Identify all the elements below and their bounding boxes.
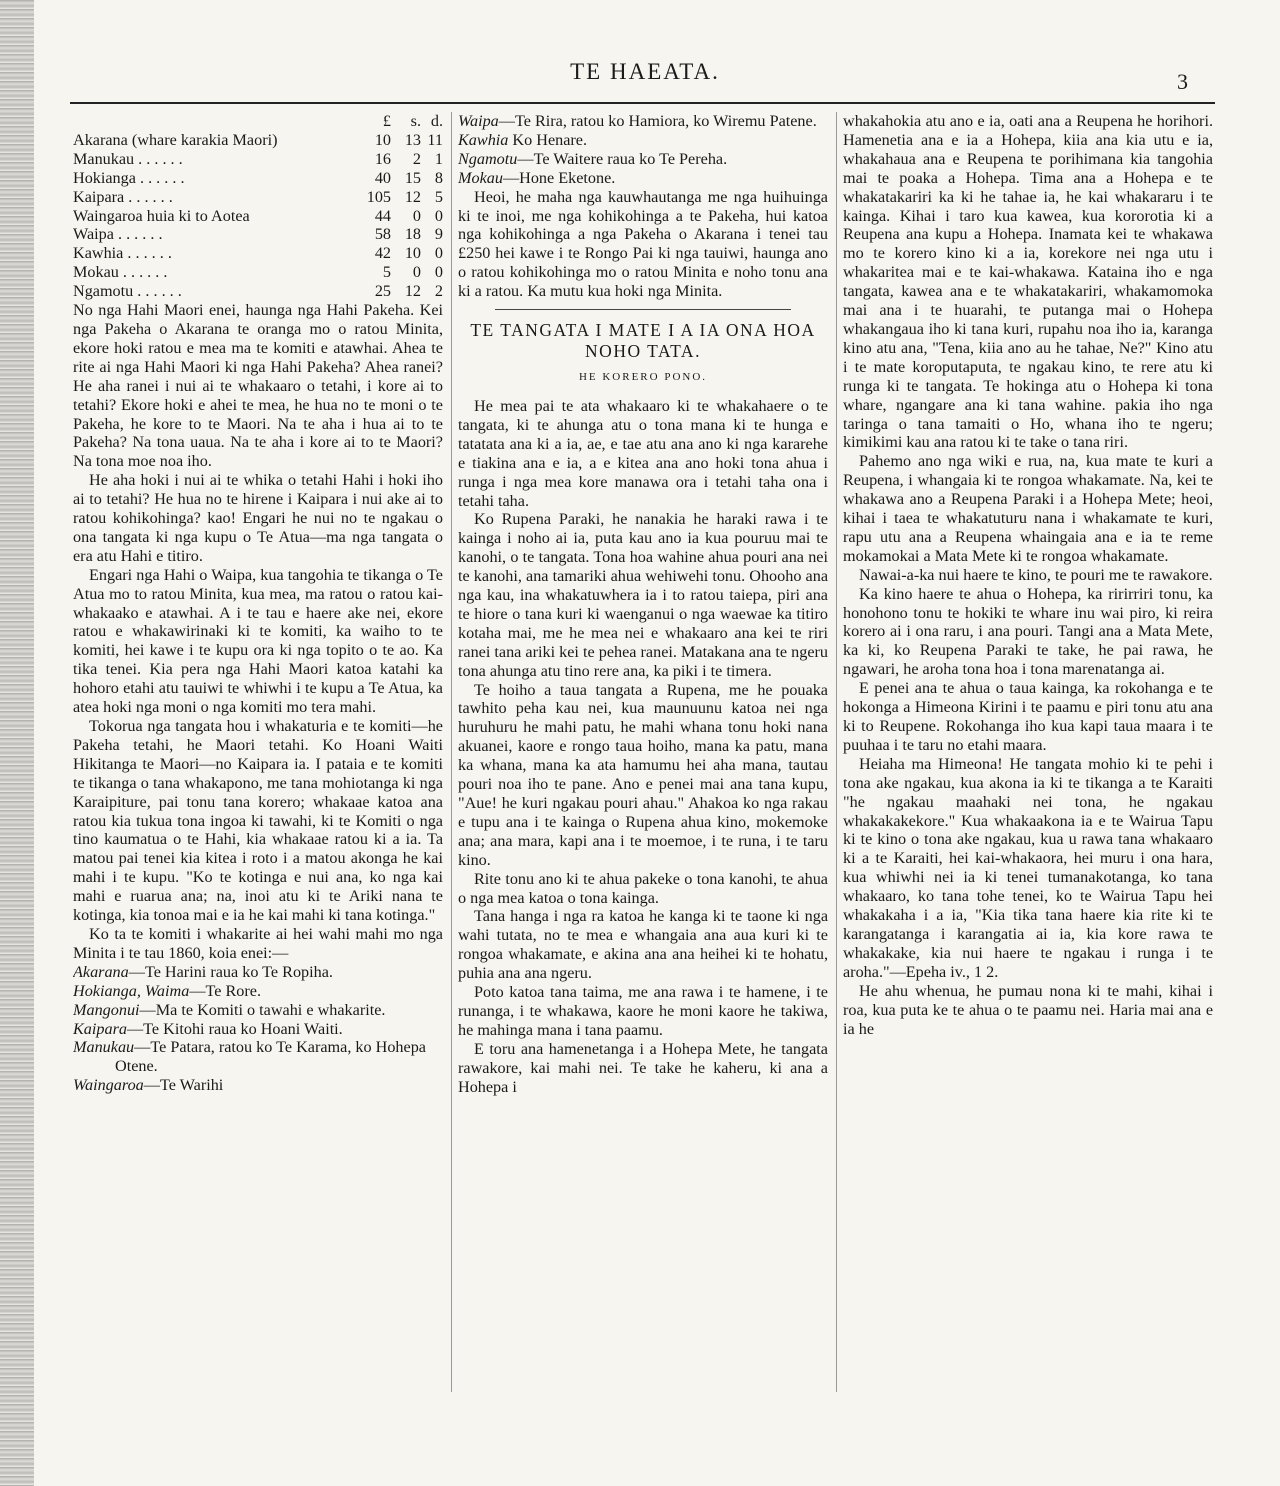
column-2 (458, 112, 828, 1432)
station-place: Mangonui (73, 1000, 140, 1019)
row-pounds: 5 (382, 263, 391, 282)
page-header (70, 55, 1220, 95)
row-pence: 8 (434, 168, 443, 187)
table-header (73, 112, 443, 131)
row-pence: 1 (434, 149, 443, 168)
row-shillings: 2 (412, 149, 421, 168)
paragraph: Heoi, he maha nga kauwhautanga me nga huihuinga ki te inoi, me nga kohikohinga a te Pakeha, hui katoa nga kohikohinga a nga Pakeha o Akarana i tenei tau £250 hei kawe i te Rongo Pai ki nga tauiwi, haunga ano o ratou kohikohinga mo o ratou Minita e noho tonu ana ki a ratou. Ka mutu kua hoki nga Minita. (458, 187, 828, 301)
station-ministers: —Te Kitohi raua ko Hoani Waiti. (126, 1019, 343, 1038)
station-entry (73, 1076, 443, 1095)
row-shillings: 18 (404, 225, 421, 244)
station-entry (73, 963, 443, 982)
station-entry (458, 131, 828, 150)
paragraph: Rite tonu ano ki te ahua pakeke o tona kanohi, te ahua o nga mea katoa o tona kainga. (458, 869, 828, 907)
row-place: Kaipara . . . . . . (73, 187, 173, 206)
station-entry (73, 982, 443, 1001)
row-place: Ngamotu . . . . . . (73, 282, 182, 301)
header-pounds: £ (382, 112, 391, 130)
column-divider (451, 112, 452, 1392)
station-entry (458, 112, 828, 131)
table-row (73, 169, 443, 188)
station-place: Kawhia (458, 130, 509, 149)
paragraph: Ko Rupena Paraki, he nanakia he haraki rawa i te kainga i noho ai ia, puta kau ano ia kua pouruu mai te kanohi, o te tangata. Tona hoa wahine ahua pouri ana nei te kanohi, ana tamariki ahua wehiwehi tonu. Ohooho ana nga kau, ina whakatuwhera ia i to ratou taiepa, piri ana te hiore o tana kuri ki waenganui o nga waewae ka titiro kotaha mai, me he mea nei e whakaaro ana kei te riri ranei tana ariki kei te pehea ranei. Matakana ana te ngeru tona ahunga atu tino rere ana, ka piki i te timera. (458, 510, 828, 680)
paragraph: Nawai-a-ka nui haere te kino, te pouri me te rawakore. (859, 565, 1213, 584)
row-pence: 0 (434, 244, 443, 263)
row-shillings: 12 (404, 282, 421, 301)
paragraph: Heiaha ma Himeona! He tangata mohio ki te pehi i tona ake ngakau, kua akona ia ki te tikanga a te Karaiti "he ngakau maahaki nei tona, he ngakau whakakakekore." Kua whakaakona ia e te Wairua Tapu ki te kino o tona ake ngakau, kua u rawa tana whakaaro ki a te Karaiti, hei kai-whakaora, hei muru i ona hara, kua whiwhi nei ia ki tenei tumanakotanga, ko tana whakaaro, ko tana tohe tenei, ko te Wairua Tapu hei whakakaha i a ia, "Kia tika tana haere kia rite ki te karangatanga i karangatia ai ia, kia kore rawa te whakakake, kia nui haere te ngakau i runga i te aroha."—Epeha iv., 1 2. (843, 754, 1213, 981)
row-pounds: 10 (374, 130, 391, 149)
paragraph: He mea pai te ata whakaaro ki te whakahaere o te tangata, ki te ahunga atu o tona mana ki te hunga e tatatata ana ki a ia, ae, e tae atu ana ano ki nga kararehe e tiakina ana e ia, a e kitea ana ano hoki tona ahua i runga i nga mea kore manawa ora i tetahi taha ona i tetahi taha. (458, 396, 828, 510)
paragraph: Engari nga Hahi o Waipa, kua tangohia te tikanga o Te Atua mo to ratou Minita, kua mea, ma ratou o ratou kai-whakaako e atawhai. A i te tau e haere ake nei, ekore ratou e whakawirinaki ki te komiti, ka waiho to te komiti, hei kawe i te kupu ora ki nga topito o te ao. Ka tika tenei. Kia pera nga Hahi Maori katoa katahi ka hohoro etahi atu tauiwi te whiwhi i te kupu a Te Atua, ka atea hoki nga moni o nga komiti mo tera mahi. (73, 565, 443, 717)
paragraph: Te hoiho a taua tangata a Rupena, me he pouaka tawhito peha kau nei, kua maunuunu katoa nei nga huruhuru he mahi patu, he mahi whana tonu hoki nana akuanei, kaore e rongo taua hoiho, mana ka patu, mana ka whana, mana ka ata hamumu hei aha mana, tautau pouri noa iho te pane. Ano e penei mai ana tana kupu, "Aue! he kuri ngakau pouri ahau." Ahakoa ko nga rakau e tupu ana i te kainga o Rupena ahua kino, mokemoke ana; ana mara, kapi ana i te moemoe, i te runa, i te taru kino. (458, 680, 828, 869)
paragraph: Poto katoa tana taima, me ana rawa i te hamene, i te runanga, i te whakawa, kaore he moni kaore he takiwa, he mahinga mana i tana paamu. (458, 983, 828, 1039)
paragraph: No nga Hahi Maori enei, haunga nga Hahi Pakeha. Kei nga Pakeha o Akarana te oranga mo o ratou Minita, ekore hoki ratou e mea ma te komiti e atawhai. Ahea te rite ai nga Hahi Maori ki nga Hahi Pakeha? Ahea ranei? He aha ranei i nui ai te whakaaro o tetahi, i kore ai to tetahi? Ekore hoki e ahei te mea, he hua no te moni o te Pakeha, he kore to te Maori. Na te aha i hua ai to te Pakeha? Na tona uaua. Na te aha i kore ai to te Maori? Na tona moe noa iho. (73, 301, 443, 471)
paragraph: Tokorua nga tangata hou i whakaturia e te komiti—he Pakeha tetahi, he Maori tetahi. Ko Hoani Waiti Hikitanga te Maori—no Kaipara ia. I pataia e te komiti te tikanga o tana whakapono, me tana mohiotanga ki nga Karaipiture, pai tonu tana korero; whakaae katoa ana ratou kia tukua tona ingoa ki tawahi, ki te Komiti o nga tino kaumatua o te Hahi, kia whakaae ratou ki a ia. Ta matou pai tenei kia kitea i roto i a matou akonga he kai mahi i te kupu. "Ko te kotinga e nui ana, ko nga kai mahi e ruarua ana; na, inoi atu ki te Ariki nana te kotinga, kia tonoa mai e ia he kai mahi ki tana kotinga." (73, 717, 443, 925)
article-subheading: HE KORERO PONO. (578, 371, 708, 384)
row-shillings: 10 (404, 244, 421, 263)
row-pounds: 105 (366, 187, 391, 206)
row-pence: 2 (434, 282, 443, 301)
scan-edge (0, 0, 34, 1486)
station-place: Kaipara (73, 1019, 127, 1038)
header-shillings: s. (410, 112, 421, 130)
station-ministers: —Te Rore. (189, 981, 262, 1000)
station-ministers: —Ma te Komiti o tawahi e whakarite. (139, 1000, 386, 1019)
paragraph: Tana hanga i nga ra katoa he kanga ki te taone ki nga wahi tutata, no te mea e whangaia ana aua kuri ki te rongoa whakamate, e akina ana ana heihei ki te hohatu, puhia ana ana ngeru. (458, 907, 828, 983)
paragraph: E toru ana hamenetanga i a Hohepa Mete, he tangata rawakore, kai mahi nei. Te take he kaheru, ki ana a Hohepa i (458, 1039, 828, 1096)
table-row (73, 150, 443, 169)
station-ministers: —Te Patara, ratou ko Te Karama, ko Hohepa Otene. (115, 1038, 426, 1076)
column-divider (836, 112, 837, 1392)
page-title: TE HAEATA. (570, 59, 720, 84)
station-ministers: —Te Rira, ratou ko Hamiora, ko Wiremu Patene. (498, 112, 817, 130)
row-place: Kawhia . . . . . . (73, 244, 172, 263)
row-place: Waingaroa huia ki to Aotea (73, 206, 250, 225)
row-place: Manukau . . . . . . (73, 149, 183, 168)
station-place: Waipa (458, 112, 499, 130)
row-place: Hokianga . . . . . . (73, 168, 185, 187)
page-number: 3 (1177, 69, 1188, 94)
station-place: Mokau (458, 168, 503, 187)
station-ministers: Ko Henare. (508, 130, 588, 149)
station-entry (458, 150, 828, 169)
station-ministers: —Te Warihi (143, 1076, 224, 1095)
paragraph: Ka kino haere te ahua o Hohepa, ka ririrriri tonu, ka honohono tonu te hokiki te whare inu wai piro, ki reira korero ai i ona raru, i ana pouri. Tangi ana a Mata Mete, ka ki, ko Reupena Paraki te take, he pai rawa, he ngawari, he aroha tona hoa i tona marenatanga ai. (843, 584, 1213, 679)
table-row (73, 263, 443, 282)
station-place: Ngamotu (458, 149, 518, 168)
row-pounds: 58 (374, 225, 391, 244)
header-rule (70, 102, 1215, 104)
table-row (73, 188, 443, 207)
row-shillings: 15 (404, 168, 421, 187)
row-pounds: 42 (374, 244, 391, 263)
station-place: Manukau (73, 1038, 135, 1057)
row-pence: 0 (434, 206, 443, 225)
station-ministers: —Te Waitere raua ko Te Pereha. (517, 149, 728, 168)
row-place: Mokau . . . . . . (73, 263, 168, 282)
station-place: Akarana (73, 962, 129, 981)
row-shillings: 0 (412, 206, 421, 225)
station-place: Hokianga, Waima (73, 981, 190, 1000)
station-entry (458, 169, 828, 188)
row-pence: 0 (434, 263, 443, 282)
paragraph: Ko ta te komiti i whakarite ai hei wahi mahi mo nga Minita i te tau 1860, koia enei:— (73, 924, 443, 962)
table-row (73, 131, 443, 150)
row-pounds: 40 (374, 168, 391, 187)
row-place: Akarana (whare karakia Maori) (73, 130, 278, 149)
paragraph: He aha hoki i nui ai te whika o tetahi Hahi i hoki iho ai to tetahi? He hua no te hirene i Kaipara i nui ake ai to ratou kohikohinga? kao! Engari he nui no te ngakau o ona tangata ki nga kupu o Te Atua—ma nga tangata o era atu Hahi e titiro. (73, 471, 443, 565)
table-row (73, 282, 443, 301)
column-3 (843, 112, 1213, 1432)
row-pounds: 16 (374, 149, 391, 168)
row-pence: 5 (434, 187, 443, 206)
row-pence: 9 (434, 225, 443, 244)
station-ministers: —Hone Eketone. (502, 168, 616, 187)
row-pounds: 25 (374, 282, 391, 301)
paragraph: Pahemo ano nga wiki e rua, na, kua mate te kuri a Reupena, i whangaia ki te rongoa whakamate. Na, kei te whakawa ano a Reupena Paraki i a Hohepa Mete; heoi, kihai i taea te whakatuturu nana i whakamate te kuri, rapu utu ana a Reupena whaingaia ana e ia te reme mokamokai a Mata Mete ki te rongoa whakamate. (843, 452, 1213, 565)
station-entry (73, 1038, 443, 1076)
row-pence: 11 (427, 130, 443, 149)
row-shillings: 12 (404, 187, 421, 206)
station-ministers: —Te Harini raua ko Te Ropiha. (128, 962, 333, 981)
row-shillings: 0 (412, 263, 421, 282)
row-pounds: 44 (374, 206, 391, 225)
station-entry (73, 1020, 443, 1039)
paragraph: He ahu whenua, he pumau nona ki te mahi, kihai i roa, kua puta ke te ahua o te paamu nei. Haria mai ana e ia he (843, 981, 1213, 1038)
table-row (73, 225, 443, 244)
paragraph: E penei ana te ahua o taua kainga, ka rokohanga e te hokonga a Himeona Kirini i te paamu e piri tonu atu ana ki to Reupene. Rokohanga iho kua kapi taua maara i te puuhaa i te taru no etahi maara. (843, 679, 1213, 754)
row-place: Waipa . . . . . . (73, 225, 163, 244)
paragraph: whakahokia atu ano e ia, oati ana a Reupena he horihori. Hamenetia ana e ia a Hohepa, kiia ana kia utu e ia, whakahaua ana e Reupena te porihimana kia tangohia mai te poaka a Hohepa. Tima ana a Hohepa e te whakatakariri ka ki he tahae ia, he kai whakararu i te kainga. Kihai i taro kua kawea, kua kororotia ki a Reupena ana kupu a Hohepa. Inamata kei te whakawa mo te korero kino ki a ia, korekore nei nga utu i whakaritea mai e te kai-whakawa. Kataina iho e nga tangata, kawea ana e te whakatakariri, whakamomoka mai ana i te huarahi, te putanga mai o Hohepa whakangaua iho ki tana kuri, rupahu noa iho ia, karanga kino atu ana, "Tena, kiia ano au he tahae, Ne?" Kino atu i te mate koroputaputa, te ngakau kino, te rere atu ki runga ki te tangata. Te hokinga atu o Hohepa ki tona whare, ngangare ana ki tana wahine. pakia iho nga taringa o tana tamaiti o Ho, whana iho te ngeru; kimikimi kau ana ratou ki te take o tana riri. (843, 112, 1213, 452)
column-1 (73, 112, 443, 1432)
table-row (73, 207, 443, 226)
header-pence: d. (430, 112, 443, 130)
section-divider (495, 309, 791, 310)
table-row (73, 244, 443, 263)
row-shillings: 13 (404, 130, 421, 149)
station-entry (73, 1001, 443, 1020)
station-place: Waingaroa (73, 1076, 144, 1095)
article-heading: TE TANGATA I MATE I A IA ONA HOA NOHO TATA. (470, 320, 816, 362)
contributions-table (73, 112, 443, 301)
